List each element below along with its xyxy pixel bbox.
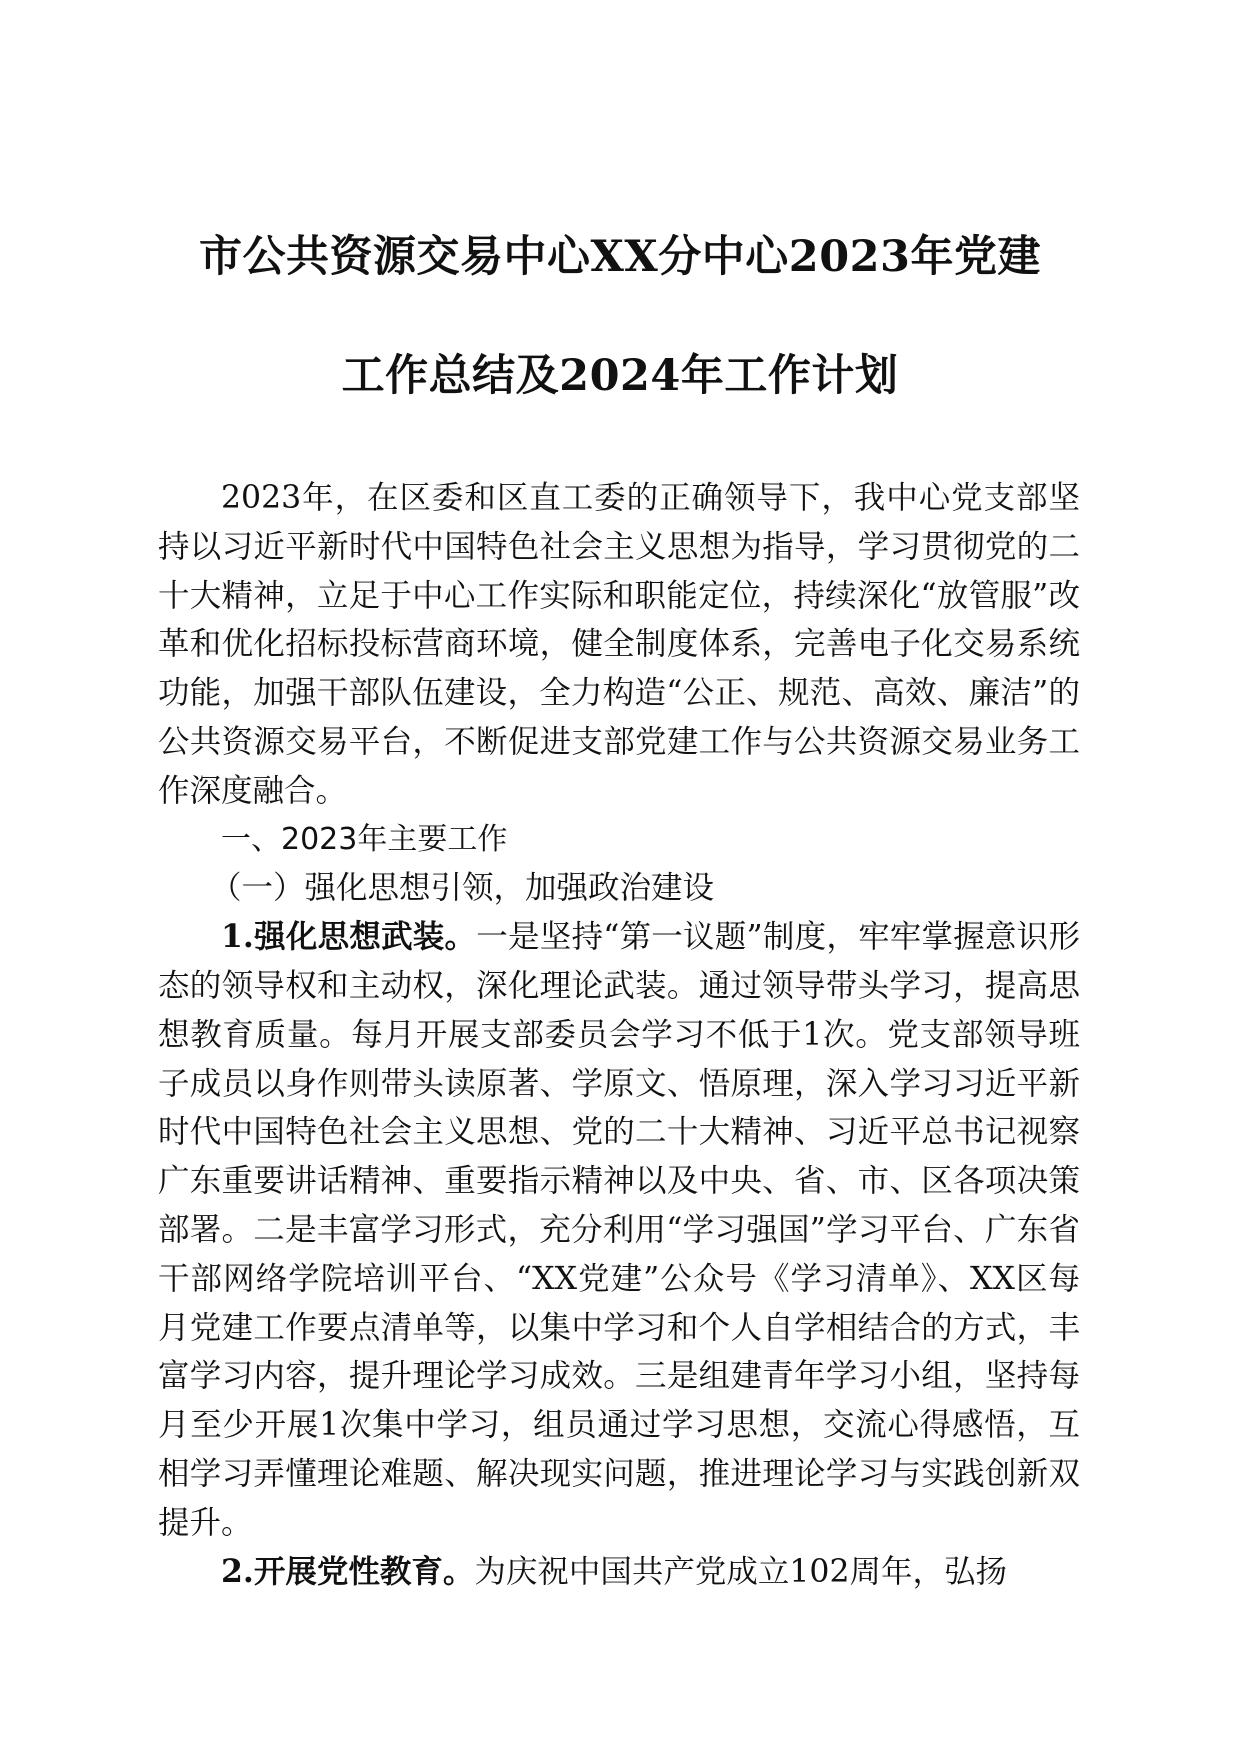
item-2-label: 2.开展党性教育。 <box>221 1552 475 1590</box>
item-2-text: 为庆祝中国共产党成立102周年，弘扬 <box>474 1553 1008 1590</box>
document-title-line-2: 工作总结及2024年工作计划 <box>341 351 899 401</box>
document-body <box>158 474 1080 1596</box>
section-heading-main-work: 一、2023年主要工作 <box>221 821 508 857</box>
subsection-heading-ideology: （一）强化思想引领，加强政治建设 <box>210 870 715 907</box>
document-title-line-1: 市公共资源交易中心XX分中心2023年党建 <box>199 232 1041 282</box>
item-1-label: 1.强化思想武装。 <box>221 918 477 956</box>
item-1-paragraph <box>158 913 1080 1547</box>
item-2-paragraph <box>158 1548 1080 1597</box>
intro-paragraph: 2023年，在区委和区直工委的正确领导下，我中心党支部坚持以习近平新时代中国特色社会主义思想为指导，学习贯彻党的二十大精神，立足于中心工作实际和职能定位，持续深化“放管服”改革和优化招标投标营商环境，健全制度体系，完善电子化交易系统功能，加强干部队伍建设，全力构造“公正、规范、高效、廉洁”的公共资源交易平台，不断促进支部党建工作与公共资源交易业务工作深度融合。 <box>158 480 1080 809</box>
item-1-text: 一是坚持“第一议题”制度，牢牢掌握意识形态的领导权和主动权，深化理论武装。通过领导带头学习，提高思想教育质量。每月开展支部委员会学习不低于1次。党支部领导班子成员以身作则带头读原著、学原文、悟原理，深入学习习近平新时代中国特色社会主义思想、党的二十大精神、习近平总书记视察广东重要讲话精神、重要指示精神以及中央、省、市、区各项决策部署。二是丰富学习形式，充分利用“学习强国”学习平台、广东省干部网络学院培训平台、“XX党建”公众号《学习清单》、XX区每月党建工作要点清单等，以集中学习和个人自学相结合的方式，丰富学习内容，提升理论学习成效。三是组建青年学习小组，坚持每月至少开展1次集中学习，组员通过学习思想，交流心得感悟，互相学习弄懂理论难题、解决现实问题，推进理论学习与实践创新双提升。 <box>158 919 1080 1541</box>
